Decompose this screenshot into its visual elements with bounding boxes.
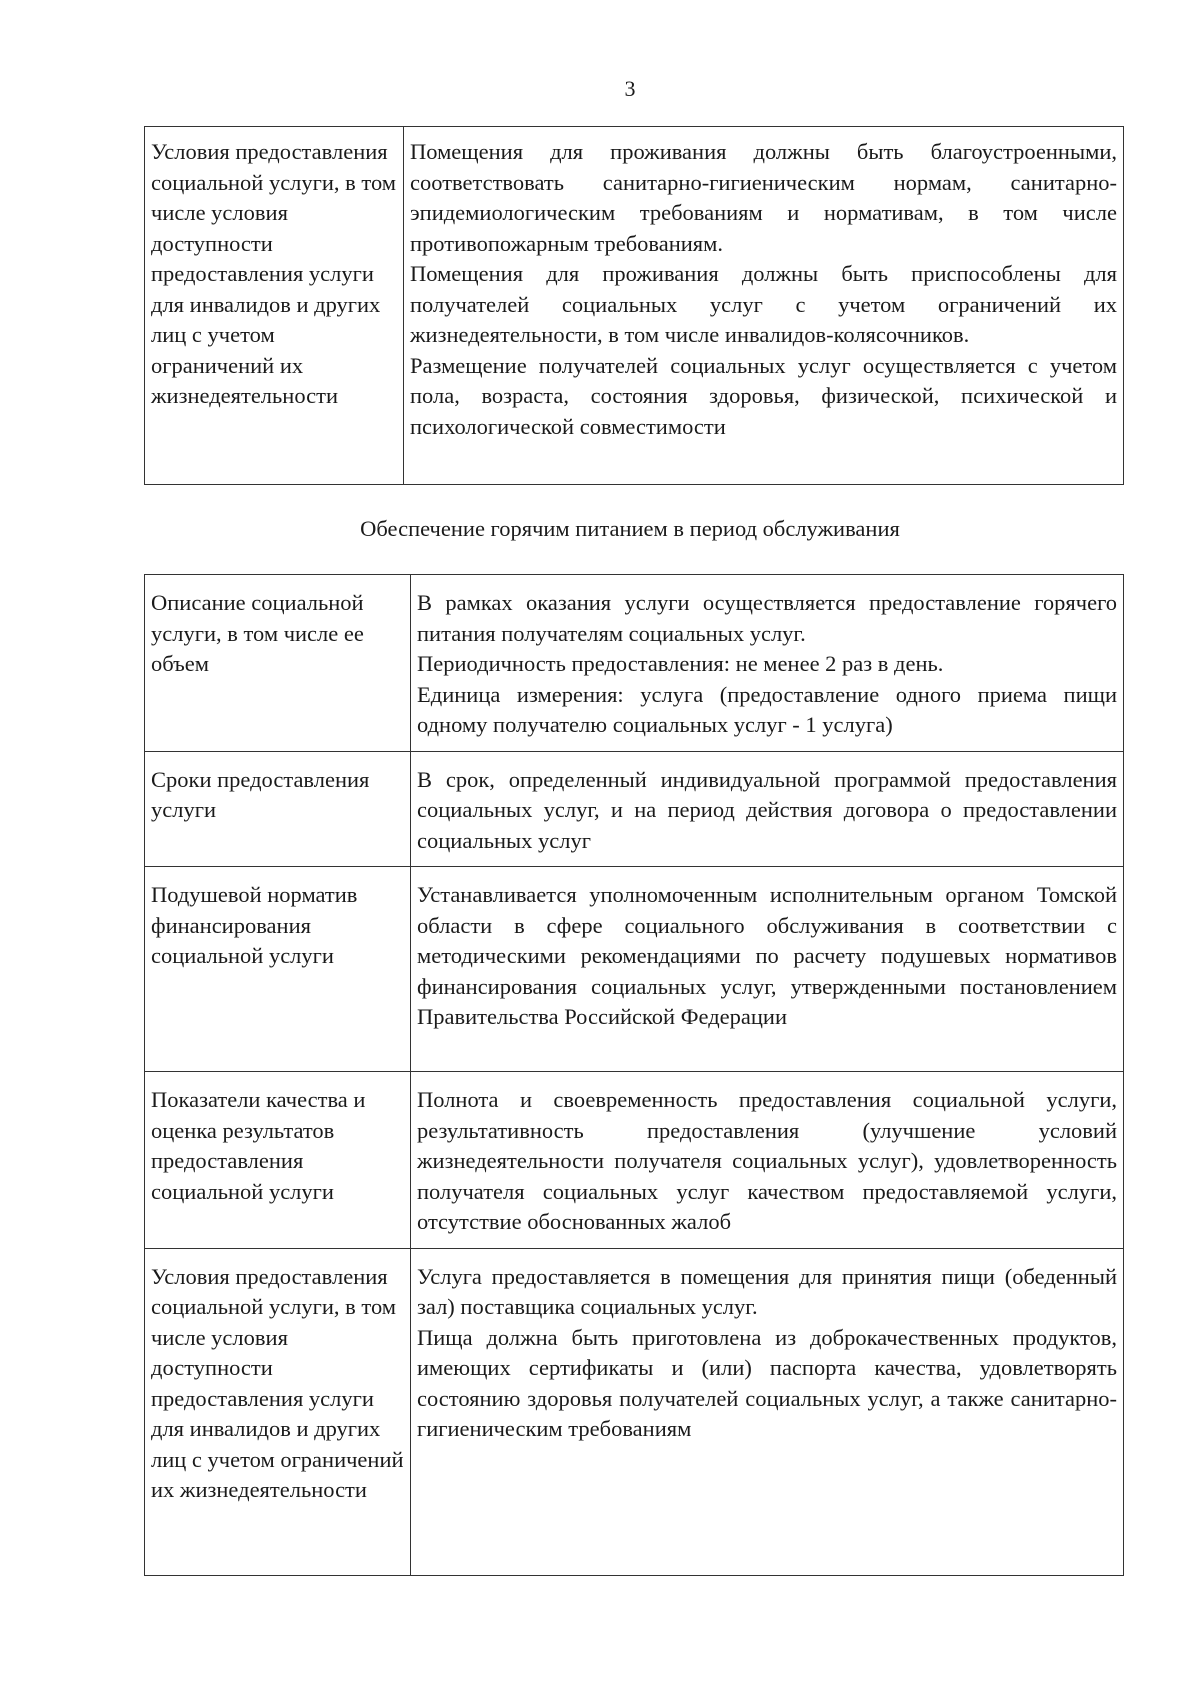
row-description <box>404 127 1124 485</box>
row-label: Условия предоставления социальной услуги, в том числе условия доступности предоставления услуги для инвалидов и других лиц с учетом ограничений их жизнедеятельности <box>145 127 404 485</box>
row-description <box>411 867 1124 1072</box>
section-heading: Обеспечение горячим питанием в период обслуживания <box>360 516 900 541</box>
conditions-table <box>144 126 1124 485</box>
description-paragraph: Услуга предоставляется в помещения для принятия пищи (обеденный зал) поставщика социальных услуг. <box>417 1263 1117 1319</box>
table-row <box>145 867 1124 1072</box>
hot-meals-table-body <box>145 575 1124 1576</box>
description-paragraph: Полнота и своевременность предоставления социальной услуги, результативность предоставления (улучшение условий жизнедеятельности получателя социальных услуг), удовлетворенность получателя социальных услуг качеством предоставляемой услуги, отсутствие обоснованных жалоб <box>417 1087 1117 1234</box>
description-paragraph: Устанавливается уполномоченным исполнительным органом Томской области в сфере социального обслуживания в соответствии с методическими рекомендациями по расчету подушевых нормативов финансирования социальных услуг, утвержденными постановлением Правительства Российской Федерации <box>417 882 1117 1029</box>
description-paragraph: Помещения для проживания должны быть приспособлены для получателей социальных услуг с учетом ограничений их жизнедеятельности, в том числе инвалидов-колясочников. <box>410 261 1117 347</box>
row-label: Описание социальной услуги, в том числе ее объем <box>145 575 411 752</box>
conditions-table-body <box>145 127 1124 485</box>
description-paragraph: В срок, определенный индивидуальной программой предоставления социальных услуг, и на период действия договора о предоставлении социальных услуг <box>417 766 1117 853</box>
row-label: Условия предоставления социальной услуги, в том числе условия доступности предоставления услуги для инвалидов и других лиц с учетом ограничений их жизнедеятельности <box>145 1248 411 1575</box>
description-paragraph: Единица измерения: услуга (предоставление одного приема пищи одному получателю социальных услуг - 1 услуга) <box>417 681 1117 737</box>
table-row <box>145 1072 1124 1249</box>
description-paragraph: Размещение получателей социальных услуг осуществляется с учетом пола, возраста, состояния здоровья, физической, психической и психологической совместимости <box>410 352 1117 439</box>
description-paragraph: В рамках оказания услуги осуществляется предоставление горячего питания получателям социальных услуг. <box>417 590 1117 646</box>
row-label: Показатели качества и оценка результатов предоставления социальной услуги <box>145 1072 411 1249</box>
table-row <box>145 575 1124 752</box>
row-label: Подушевой норматив финансирования социальной услуги <box>145 867 411 1072</box>
table-row <box>145 127 1124 485</box>
row-description <box>411 1072 1124 1249</box>
row-label: Сроки предоставления услуги <box>145 751 411 867</box>
description-paragraph: Помещения для проживания должны быть благоустроенными, соответствовать санитарно-гигиеническим нормам, санитарно-эпидемиологическим требованиям и нормативам, в том числе противопожарным требованиям. <box>410 139 1117 256</box>
row-description <box>411 751 1124 867</box>
description-paragraph: Периодичность предоставления: не менее 2 раз в день. <box>417 651 944 676</box>
table-row <box>145 1248 1124 1575</box>
row-description <box>411 1248 1124 1575</box>
hot-meals-table <box>144 574 1124 1576</box>
page-number: 3 <box>624 76 636 101</box>
table-row <box>145 751 1124 867</box>
row-description <box>411 575 1124 752</box>
description-paragraph: Пища должна быть приготовлена из доброкачественных продуктов, имеющих сертификаты и (или) паспорта качества, удовлетворять состоянию здоровья получателей социальных услуг, а также санитарно-гигиеническим требованиям <box>417 1324 1117 1441</box>
